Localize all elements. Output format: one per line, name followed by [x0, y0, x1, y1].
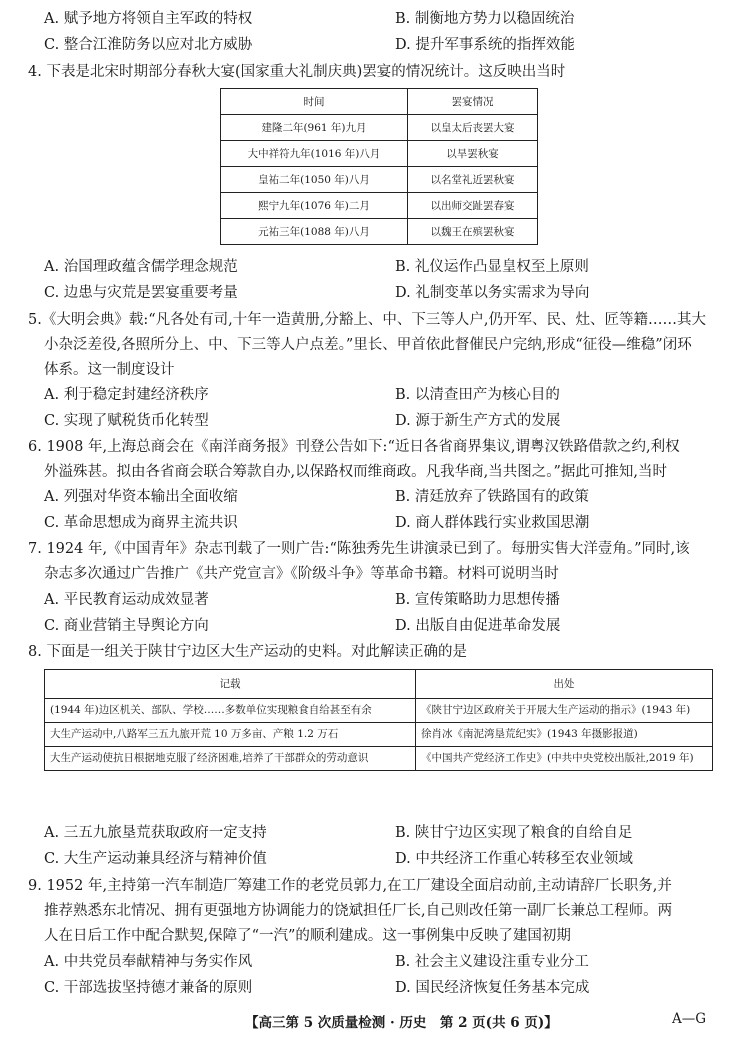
q7-option-a: A. 平民教育运动成效显著 — [44, 592, 209, 608]
q6-option-a: A. 列强对华资本输出全面收缩 — [44, 489, 238, 505]
q4-option-c: C. 边患与灾荒是罢宴重要考量 — [44, 285, 238, 301]
q3-option-d: D. 提升军事系统的指挥效能 — [395, 37, 575, 53]
table-cell: 以旱罢秋宴 — [408, 141, 538, 167]
table-cell: 熙宁九年(1076 年)二月 — [221, 193, 408, 219]
table-header-cell: 时间 — [221, 89, 408, 115]
q6-line-1: 6. 1908 年,上海总商会在《南洋商务报》刊登公告如下:“近日各省商界集议,谓粤汉铁路借款之约,利权 — [28, 439, 680, 455]
q4-option-b: B. 礼仪运作凸显皇权至上原则 — [395, 259, 589, 275]
q5-line-3: 体系。这一制度设计 — [44, 362, 175, 378]
table-cell: 以名堂礼近罢秋宴 — [408, 167, 538, 193]
q9-line-2: 推荐熟悉东北情况、拥有更强地方协调能力的饶斌担任厂长,自己则改任第一副厂长兼总工程师。两 — [44, 903, 673, 919]
table-cell: 大中祥符九年(1016 年)八月 — [221, 141, 408, 167]
table-row — [221, 141, 538, 167]
q9-option-a: A. 中共党员奉献精神与务实作风 — [44, 954, 253, 970]
q7-option-d: D. 出版自由促进革命发展 — [395, 618, 561, 634]
table-header-cell: 出处 — [416, 670, 713, 699]
q6-option-c: C. 革命思想成为商界主流共识 — [44, 515, 238, 531]
q7-line-1: 7. 1924 年,《中国青年》杂志刊载了一则广告:“陈独秀先生讲演录已到了。每册实售大洋壹角。”同时,该 — [28, 541, 690, 557]
q8-table — [44, 669, 713, 771]
q7-option-b: B. 宣传策略助力思想传播 — [395, 592, 560, 608]
table-row — [45, 723, 713, 747]
q3-option-b: B. 制衡地方势力以稳固统治 — [395, 11, 575, 27]
q9-line-3: 人在日后工作中配合默契,保障了“一汽”的顺利建成。这一事例集中反映了建国初期 — [44, 928, 571, 944]
table-cell: 大生产运动使抗日根据地克服了经济困难,培养了干部群众的劳动意识 — [45, 747, 416, 771]
table-row — [221, 167, 538, 193]
q5-line-1: 5.《大明会典》载:“凡各处有司,十年一造黄册,分豁上、中、下三等人户,仍开军、民、灶、匠等籍……其大 — [28, 312, 706, 328]
table-row — [221, 115, 538, 141]
q8-option-c: C. 大生产运动兼具经济与精神价值 — [44, 851, 267, 867]
q4-stem: 4. 下表是北宋时期部分春秋大宴(国家重大礼制庆典)罢宴的情况统计。这反映出当时 — [28, 64, 566, 80]
q9-line-1: 9. 1952 年,主持第一汽车制造厂筹建工作的老党员郭力,在工厂建设全面启动前,主动请辞厂长职务,并 — [28, 878, 672, 894]
q5-option-a: A. 利于稳定封建经济秩序 — [44, 387, 209, 403]
table-cell: 徐肖冰《南泥湾垦荒纪实》(1943 年摄影报道) — [416, 723, 713, 747]
q9-option-b: B. 社会主义建设注重专业分工 — [395, 954, 589, 970]
q8-option-a: A. 三五九旅垦荒获取政府一定支持 — [44, 825, 267, 841]
q9-option-d: D. 国民经济恢复任务基本完成 — [395, 980, 590, 996]
q7-option-c: C. 商业营销主导舆论方向 — [44, 618, 209, 634]
q5-line-2: 小杂泛差役,各照所分上、中、下三等人户点差。”里长、甲首依此督催民户完纳,形成“征役—维稳”闭环 — [44, 337, 692, 353]
table-cell: 大生产运动中,八路军三五九旅开荒 10 万多亩、产粮 1.2 万石 — [45, 723, 416, 747]
table-row — [221, 219, 538, 245]
q6-line-2: 外溢殊甚。拟由各省商会联合筹款自办,以保路权而维商政。凡我华商,当共图之。”据此可推知,当时 — [44, 464, 667, 480]
q7-line-2: 杂志多次通过广告推广《共产党宣言》《阶级斗争》等革命书籍。材料可说明当时 — [44, 566, 559, 582]
q6-option-d: D. 商人群体践行实业救国思潮 — [395, 515, 590, 531]
q4-option-d: D. 礼制变革以务实需求为导向 — [395, 285, 590, 301]
table-row — [221, 193, 538, 219]
table-cell: 《陕甘宁边区政府关于开展大生产运动的指示》(1943 年) — [416, 699, 713, 723]
footer-title: 【高三第 5 次质量检测 · 历史 第 2 页(共 6 页)】 — [245, 1015, 558, 1031]
q5-option-c: C. 实现了赋税货币化转型 — [44, 413, 209, 429]
table-cell: 以皇太后丧罢大宴 — [408, 115, 538, 141]
q4-table — [220, 88, 538, 245]
q6-option-b: B. 清廷放弃了铁路国有的政策 — [395, 489, 589, 505]
table-cell: 元祐三年(1088 年)八月 — [221, 219, 408, 245]
table-header-row — [45, 670, 713, 699]
table-header-cell: 罢宴情况 — [408, 89, 538, 115]
table-cell: 以出师交趾罢春宴 — [408, 193, 538, 219]
q3-option-a: A. 赋予地方将领自主军政的特权 — [44, 11, 253, 27]
q9-option-c: C. 干部选拔坚持德才兼备的原则 — [44, 980, 253, 996]
table-cell: 皇祐二年(1050 年)八月 — [221, 167, 408, 193]
q4-option-a: A. 治国理政蕴含儒学理念规范 — [44, 259, 238, 275]
table-cell: 《中国共产党经济工作史》(中共中央党校出版社,2019 年) — [416, 747, 713, 771]
table-header-row — [221, 89, 538, 115]
table-row — [45, 747, 713, 771]
table-cell: (1944 年)边区机关、部队、学校……多数单位实现粮食自给甚至有余 — [45, 699, 416, 723]
q5-option-d: D. 源于新生产方式的发展 — [395, 413, 561, 429]
table-row — [45, 699, 713, 723]
paper-code: A—G — [672, 1011, 707, 1027]
q3-option-c: C. 整合江淮防务以应对北方威胁 — [44, 37, 253, 53]
table-cell: 以魏王在殡罢秋宴 — [408, 219, 538, 245]
q8-option-d: D. 中共经济工作重心转移至农业领域 — [395, 851, 633, 867]
q8-stem: 8. 下面是一组关于陕甘宁边区大生产运动的史料。对此解读正确的是 — [28, 644, 467, 660]
table-cell: 建隆二年(961 年)九月 — [221, 115, 408, 141]
q8-option-b: B. 陕甘宁边区实现了粮食的自给自足 — [395, 825, 633, 841]
q5-option-b: B. 以清查田产为核心目的 — [395, 387, 560, 403]
table-header-cell: 记载 — [45, 670, 416, 699]
